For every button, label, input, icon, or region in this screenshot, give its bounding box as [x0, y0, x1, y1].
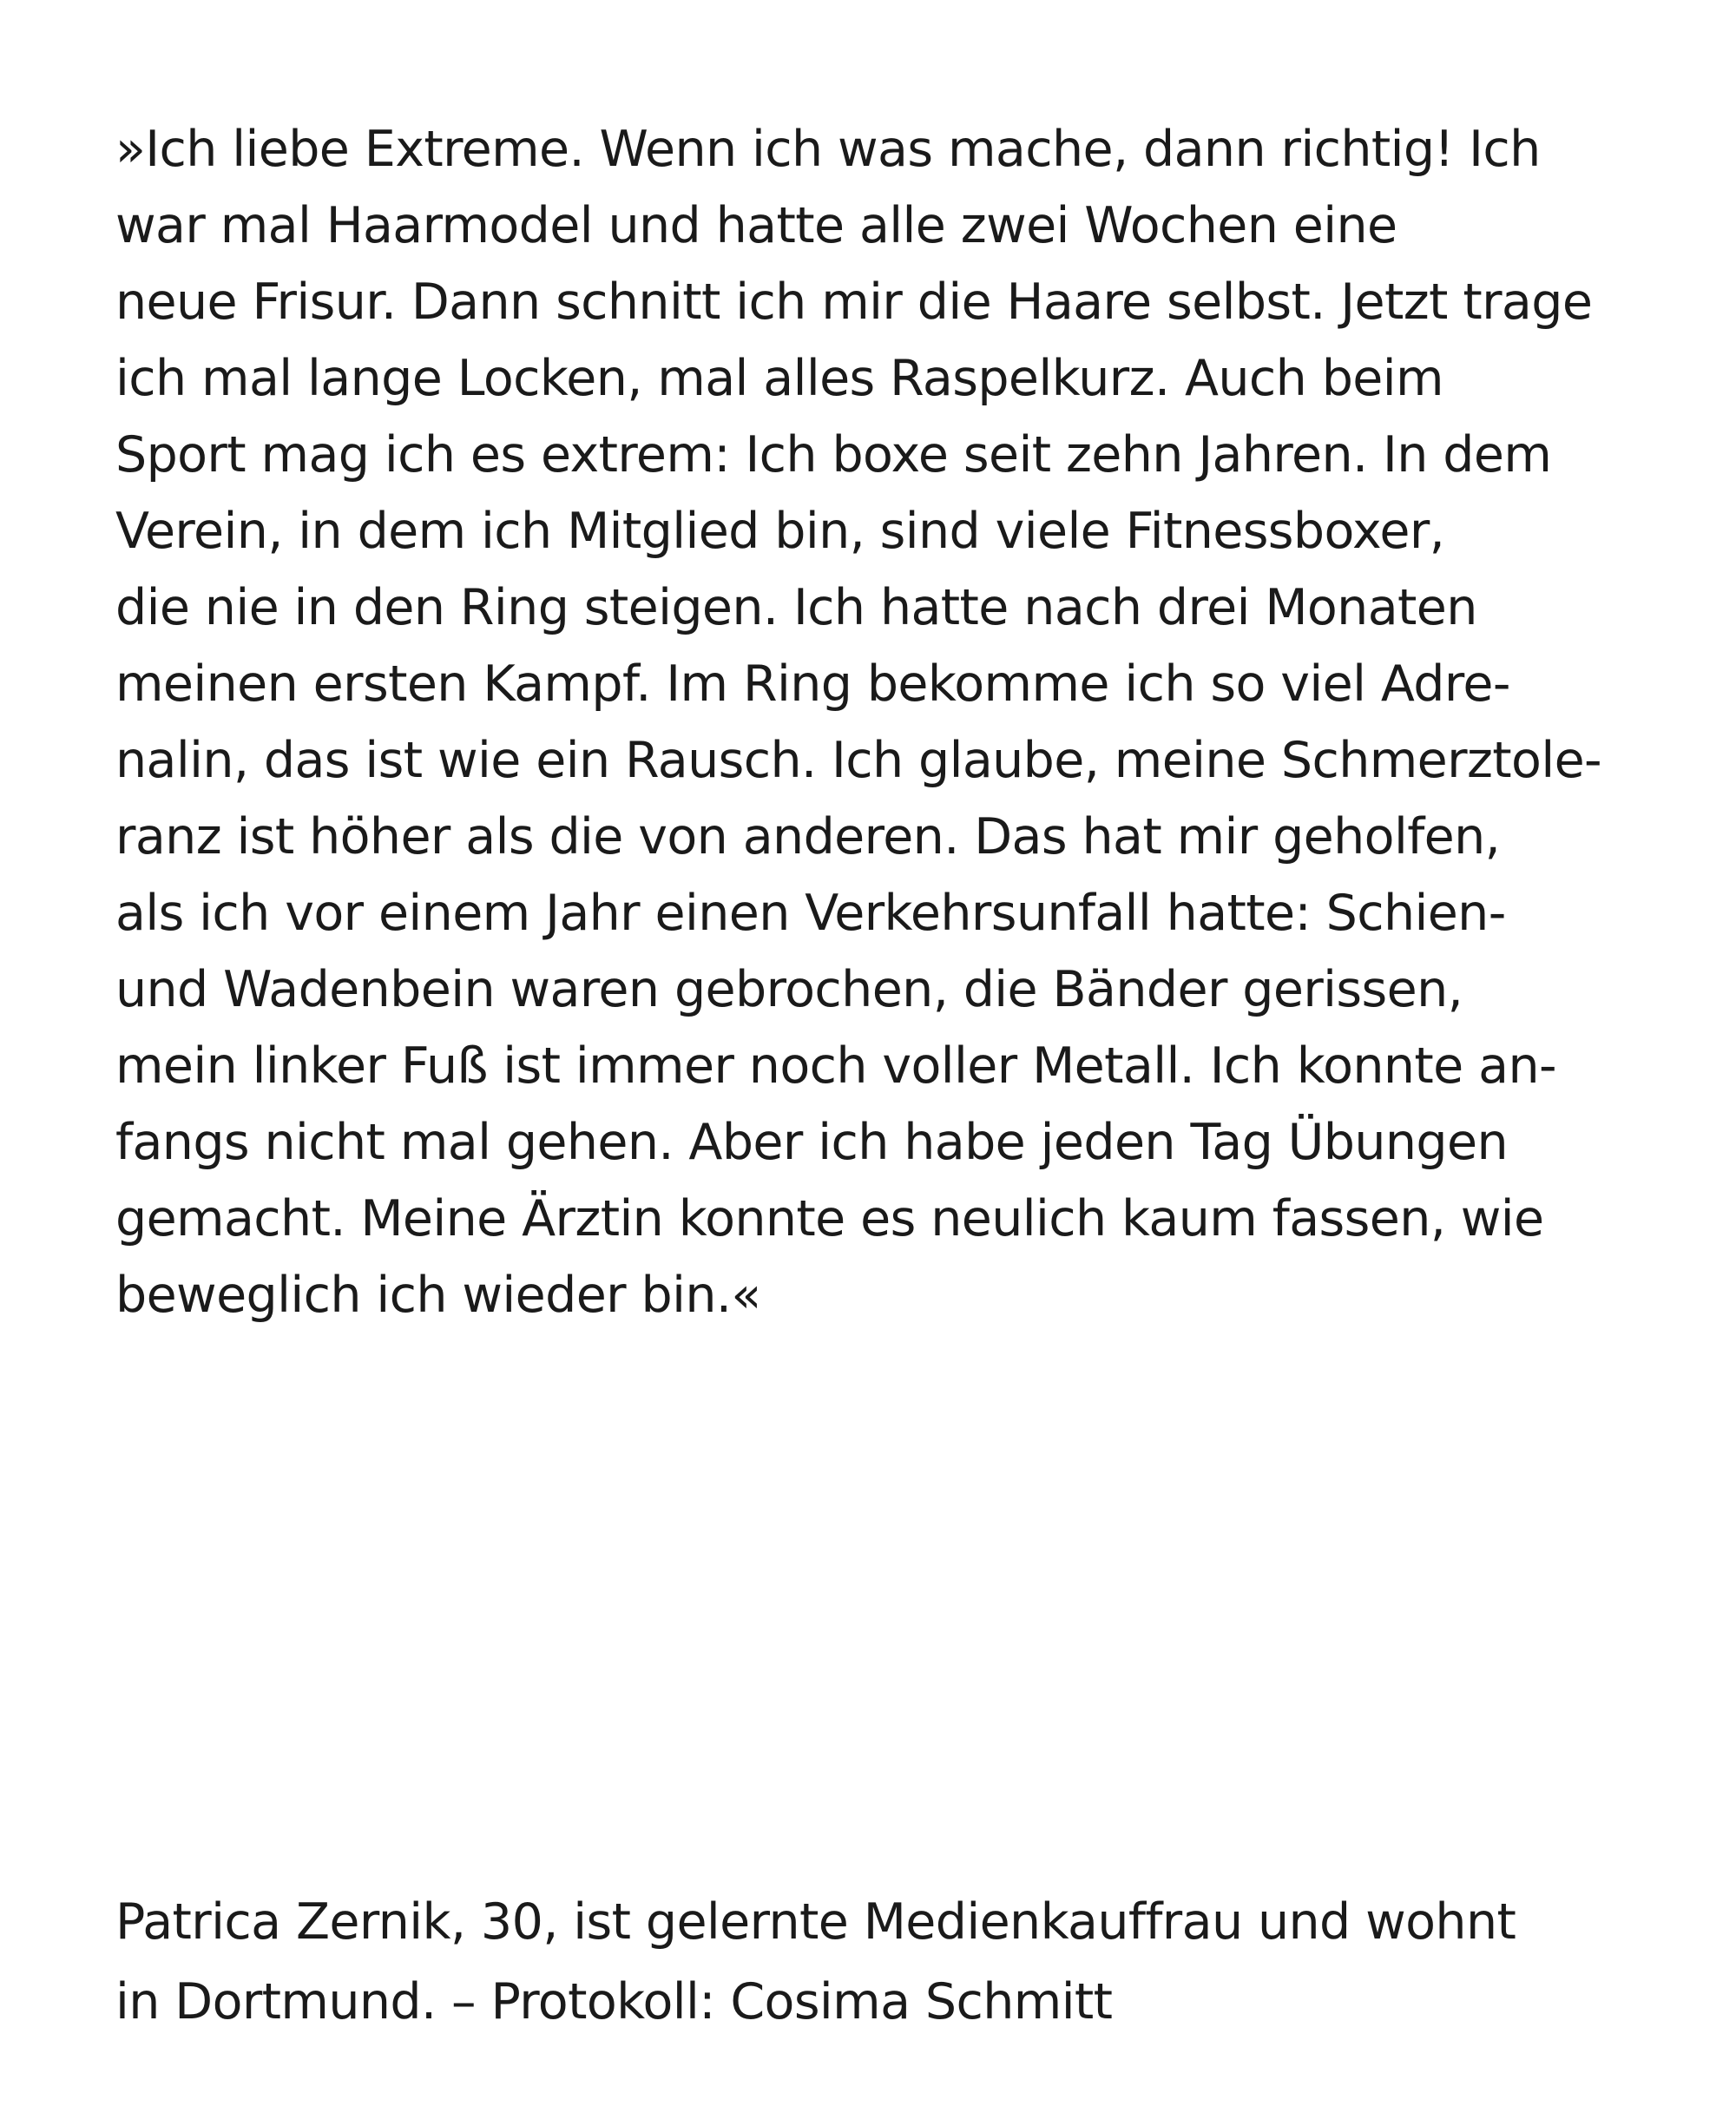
quote-line: und Wadenbein waren gebrochen, die Bänder gerissen,	[115, 961, 1463, 1018]
quote-line: fangs nicht mal gehen. Aber ich habe jeden Tag Übungen	[115, 1114, 1509, 1171]
quote-line: »Ich liebe Extreme. Wenn ich was mache, dann richtig! Ich	[115, 121, 1541, 178]
quote-line: Verein, in dem ich Mitglied bin, sind viele Fitnessboxer,	[115, 503, 1445, 560]
quote-line: war mal Haarmodel und hatte alle zwei Wochen eine	[115, 197, 1397, 254]
author-caption	[115, 1882, 1660, 2042]
quote-line: neue Frisur. Dann schnitt ich mir die Haare selbst. Jetzt trage	[115, 273, 1593, 331]
quote-line: beweglich ich wieder bin.«	[115, 1267, 761, 1324]
quote-line: mein linker Fuß ist immer noch voller Metall. Ich konnte an-	[115, 1037, 1556, 1095]
quote-line: gemacht. Meine Ärztin konnte es neulich kaum fassen, wie	[115, 1190, 1544, 1247]
quote-line: die nie in den Ring steigen. Ich hatte nach drei Monaten	[115, 579, 1477, 636]
quote-line: als ich vor einem Jahr einen Verkehrsunfall hatte: Schien-	[115, 885, 1506, 942]
quote-line: ranz ist höher als die von anderen. Das hat mir geholfen,	[115, 808, 1501, 866]
quote-line: Sport mag ich es extrem: Ich boxe seit zehn Jahren. In dem	[115, 426, 1552, 484]
caption-line: Patrica Zernik, 30, ist gelernte Medienkauffrau und wohnt	[115, 1893, 1516, 1951]
caption-line: in Dortmund. – Protokoll: Cosima Schmitt	[115, 1973, 1113, 2031]
quote-line: meinen ersten Kampf. Im Ring bekomme ich so viel Adre-	[115, 655, 1510, 713]
quote-line: nalin, das ist wie ein Rausch. Ich glaube, meine Schmerztole-	[115, 732, 1602, 789]
quote-text	[115, 111, 1660, 1333]
quote-line: ich mal lange Locken, mal alles Raspelkurz. Auch beim	[115, 350, 1443, 407]
